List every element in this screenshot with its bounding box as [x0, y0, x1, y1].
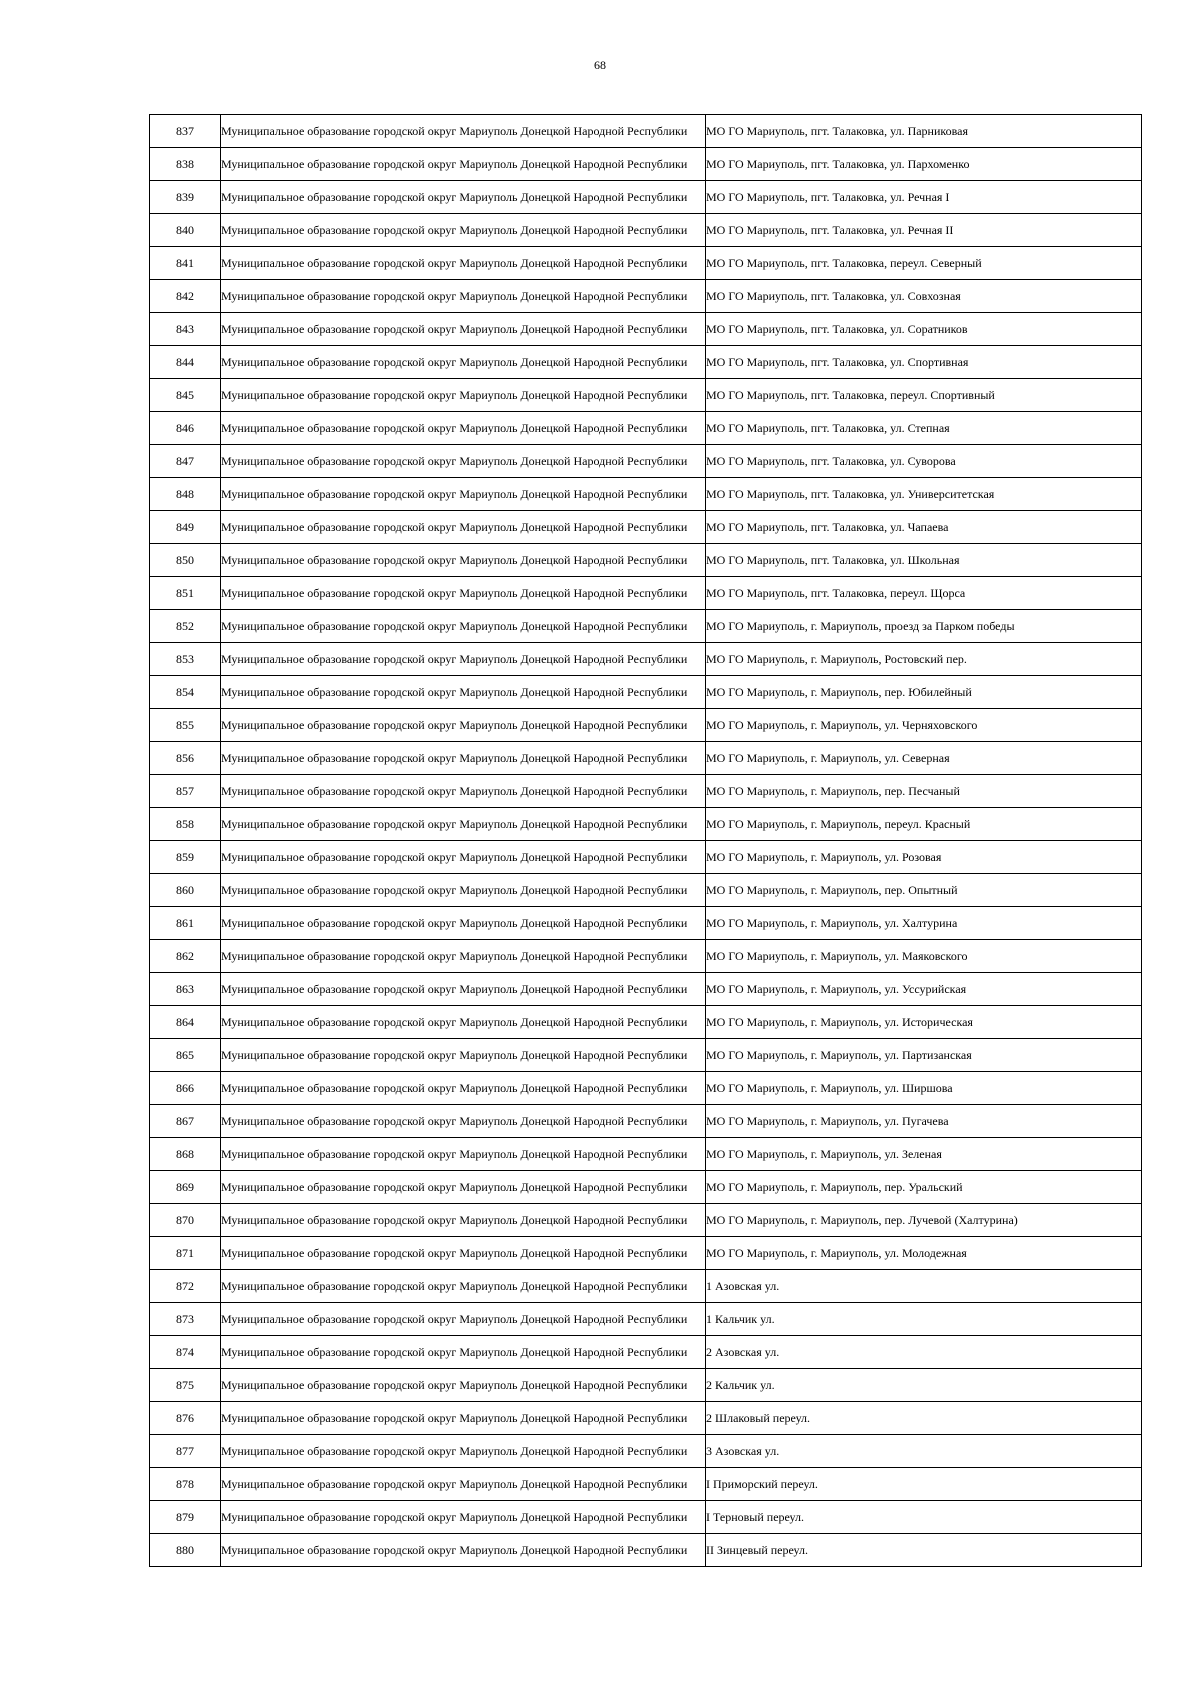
- owner-cell: Муниципальное образование городской округ Мариуполь Донецкой Народной Республики: [221, 1072, 706, 1105]
- object-address-cell: МО ГО Мариуполь, пгт. Талаковка, ул. Пархоменко: [706, 148, 1142, 181]
- owner-cell: Муниципальное образование городской округ Мариуполь Донецкой Народной Республики: [221, 1006, 706, 1039]
- row-number-cell: 876: [150, 1402, 221, 1435]
- owner-cell: Муниципальное образование городской округ Мариуполь Донецкой Народной Республики: [221, 115, 706, 148]
- row-number-cell: 857: [150, 775, 221, 808]
- row-number-cell: 852: [150, 610, 221, 643]
- row-number-cell: 842: [150, 280, 221, 313]
- object-address-cell: 1 Кальчик ул.: [706, 1303, 1142, 1336]
- object-address-cell: МО ГО Мариуполь, г. Мариуполь, ул. Халтурина: [706, 907, 1142, 940]
- row-number-cell: 840: [150, 214, 221, 247]
- owner-cell: Муниципальное образование городской округ Мариуполь Донецкой Народной Республики: [221, 445, 706, 478]
- object-address-cell: МО ГО Мариуполь, г. Мариуполь, пер. Юбилейный: [706, 676, 1142, 709]
- owner-cell: Муниципальное образование городской округ Мариуполь Донецкой Народной Республики: [221, 412, 706, 445]
- table-row: [150, 1105, 1142, 1138]
- owner-cell: Муниципальное образование городской округ Мариуполь Донецкой Народной Республики: [221, 1303, 706, 1336]
- object-address-cell: II Зинцевый переул.: [706, 1534, 1142, 1567]
- object-address-cell: МО ГО Мариуполь, пгт. Талаковка, переул. Щорса: [706, 577, 1142, 610]
- object-address-cell: МО ГО Мариуполь, г. Мариуполь, проезд за Парком победы: [706, 610, 1142, 643]
- owner-cell: Муниципальное образование городской округ Мариуполь Донецкой Народной Республики: [221, 1138, 706, 1171]
- object-address-cell: МО ГО Мариуполь, г. Мариуполь, ул. Розовая: [706, 841, 1142, 874]
- owner-cell: Муниципальное образование городской округ Мариуполь Донецкой Народной Республики: [221, 148, 706, 181]
- row-number-cell: 855: [150, 709, 221, 742]
- owner-cell: Муниципальное образование городской округ Мариуполь Донецкой Народной Республики: [221, 610, 706, 643]
- table-row: [150, 940, 1142, 973]
- row-number-cell: 863: [150, 973, 221, 1006]
- object-address-cell: МО ГО Мариуполь, г. Мариуполь, переул. Красный: [706, 808, 1142, 841]
- object-address-cell: МО ГО Мариуполь, пгт. Талаковка, ул. Парниковая: [706, 115, 1142, 148]
- row-number-cell: 870: [150, 1204, 221, 1237]
- row-number-cell: 869: [150, 1171, 221, 1204]
- object-address-cell: 2 Азовская ул.: [706, 1336, 1142, 1369]
- table-row: [150, 1138, 1142, 1171]
- row-number-cell: 867: [150, 1105, 221, 1138]
- object-address-cell: МО ГО Мариуполь, г. Мариуполь, ул. Зеленая: [706, 1138, 1142, 1171]
- object-address-cell: МО ГО Мариуполь, пгт. Талаковка, ул. Чапаева: [706, 511, 1142, 544]
- row-number-cell: 856: [150, 742, 221, 775]
- row-number-cell: 872: [150, 1270, 221, 1303]
- table-row: [150, 313, 1142, 346]
- row-number-cell: 854: [150, 676, 221, 709]
- table-row: [150, 511, 1142, 544]
- table-row: [150, 1435, 1142, 1468]
- owner-cell: Муниципальное образование городской округ Мариуполь Донецкой Народной Республики: [221, 940, 706, 973]
- row-number-cell: 846: [150, 412, 221, 445]
- row-number-cell: 871: [150, 1237, 221, 1270]
- row-number-cell: 850: [150, 544, 221, 577]
- table-row: [150, 808, 1142, 841]
- table-row: [150, 346, 1142, 379]
- owner-cell: Муниципальное образование городской округ Мариуполь Донецкой Народной Республики: [221, 1501, 706, 1534]
- table-row: [150, 577, 1142, 610]
- object-address-cell: МО ГО Мариуполь, г. Мариуполь, Ростовский пер.: [706, 643, 1142, 676]
- row-number-cell: 865: [150, 1039, 221, 1072]
- table-row: [150, 775, 1142, 808]
- object-address-cell: МО ГО Мариуполь, г. Мариуполь, ул. Черняховского: [706, 709, 1142, 742]
- object-address-cell: МО ГО Мариуполь, пгт. Талаковка, ул. Университетская: [706, 478, 1142, 511]
- owner-cell: Муниципальное образование городской округ Мариуполь Донецкой Народной Республики: [221, 808, 706, 841]
- row-number-cell: 841: [150, 247, 221, 280]
- table-row: [150, 148, 1142, 181]
- owner-cell: Муниципальное образование городской округ Мариуполь Донецкой Народной Республики: [221, 742, 706, 775]
- owner-cell: Муниципальное образование городской округ Мариуполь Донецкой Народной Республики: [221, 544, 706, 577]
- object-address-cell: I Приморский переул.: [706, 1468, 1142, 1501]
- table-row: [150, 610, 1142, 643]
- table-row: [150, 181, 1142, 214]
- object-address-cell: МО ГО Мариуполь, пгт. Талаковка, переул. Северный: [706, 247, 1142, 280]
- row-number-cell: 844: [150, 346, 221, 379]
- table-row: [150, 247, 1142, 280]
- row-number-cell: 851: [150, 577, 221, 610]
- table-row: [150, 643, 1142, 676]
- object-address-cell: МО ГО Мариуполь, пгт. Талаковка, ул. Совхозная: [706, 280, 1142, 313]
- owner-cell: Муниципальное образование городской округ Мариуполь Донецкой Народной Республики: [221, 643, 706, 676]
- table-row: [150, 1534, 1142, 1567]
- owner-cell: Муниципальное образование городской округ Мариуполь Донецкой Народной Республики: [221, 1237, 706, 1270]
- table-row: [150, 478, 1142, 511]
- row-number-cell: 837: [150, 115, 221, 148]
- object-address-cell: МО ГО Мариуполь, пгт. Талаковка, ул. Спортивная: [706, 346, 1142, 379]
- owner-cell: Муниципальное образование городской округ Мариуполь Донецкой Народной Республики: [221, 478, 706, 511]
- owner-cell: Муниципальное образование городской округ Мариуполь Донецкой Народной Республики: [221, 1270, 706, 1303]
- owner-cell: Муниципальное образование городской округ Мариуполь Донецкой Народной Республики: [221, 1336, 706, 1369]
- object-address-cell: МО ГО Мариуполь, пгт. Талаковка, ул. Степная: [706, 412, 1142, 445]
- row-number-cell: 873: [150, 1303, 221, 1336]
- owner-cell: Муниципальное образование городской округ Мариуполь Донецкой Народной Республики: [221, 247, 706, 280]
- row-number-cell: 847: [150, 445, 221, 478]
- table-row: [150, 1369, 1142, 1402]
- registry-table: [149, 114, 1142, 1567]
- row-number-cell: 877: [150, 1435, 221, 1468]
- object-address-cell: МО ГО Мариуполь, г. Мариуполь, пер. Песчаный: [706, 775, 1142, 808]
- object-address-cell: МО ГО Мариуполь, г. Мариуполь, ул. Ширшова: [706, 1072, 1142, 1105]
- owner-cell: Муниципальное образование городской округ Мариуполь Донецкой Народной Республики: [221, 676, 706, 709]
- registry-table-body: [150, 115, 1142, 1567]
- row-number-cell: 861: [150, 907, 221, 940]
- table-row: [150, 379, 1142, 412]
- row-number-cell: 875: [150, 1369, 221, 1402]
- page-number: 68: [594, 58, 606, 72]
- owner-cell: Муниципальное образование городской округ Мариуполь Донецкой Народной Республики: [221, 1039, 706, 1072]
- table-row: [150, 742, 1142, 775]
- row-number-cell: 878: [150, 1468, 221, 1501]
- row-number-cell: 853: [150, 643, 221, 676]
- owner-cell: Муниципальное образование городской округ Мариуполь Донецкой Народной Республики: [221, 181, 706, 214]
- table-row: [150, 1402, 1142, 1435]
- table-row: [150, 214, 1142, 247]
- owner-cell: Муниципальное образование городской округ Мариуполь Донецкой Народной Республики: [221, 1468, 706, 1501]
- row-number-cell: 880: [150, 1534, 221, 1567]
- owner-cell: Муниципальное образование городской округ Мариуполь Донецкой Народной Республики: [221, 511, 706, 544]
- owner-cell: Муниципальное образование городской округ Мариуполь Донецкой Народной Республики: [221, 280, 706, 313]
- owner-cell: Муниципальное образование городской округ Мариуполь Донецкой Народной Республики: [221, 973, 706, 1006]
- row-number-cell: 864: [150, 1006, 221, 1039]
- row-number-cell: 845: [150, 379, 221, 412]
- owner-cell: Муниципальное образование городской округ Мариуполь Донецкой Народной Республики: [221, 874, 706, 907]
- table-row: [150, 973, 1142, 1006]
- row-number-cell: 859: [150, 841, 221, 874]
- owner-cell: Муниципальное образование городской округ Мариуполь Донецкой Народной Республики: [221, 214, 706, 247]
- owner-cell: Муниципальное образование городской округ Мариуполь Донецкой Народной Республики: [221, 775, 706, 808]
- object-address-cell: 3 Азовская ул.: [706, 1435, 1142, 1468]
- object-address-cell: 1 Азовская ул.: [706, 1270, 1142, 1303]
- row-number-cell: 879: [150, 1501, 221, 1534]
- owner-cell: Муниципальное образование городской округ Мариуполь Донецкой Народной Республики: [221, 1105, 706, 1138]
- row-number-cell: 848: [150, 478, 221, 511]
- row-number-cell: 843: [150, 313, 221, 346]
- object-address-cell: МО ГО Мариуполь, г. Мариуполь, пер. Опытный: [706, 874, 1142, 907]
- owner-cell: Муниципальное образование городской округ Мариуполь Донецкой Народной Республики: [221, 709, 706, 742]
- object-address-cell: I Терновый переул.: [706, 1501, 1142, 1534]
- object-address-cell: МО ГО Мариуполь, пгт. Талаковка, ул. Суворова: [706, 445, 1142, 478]
- row-number-cell: 866: [150, 1072, 221, 1105]
- table-row: [150, 544, 1142, 577]
- owner-cell: Муниципальное образование городской округ Мариуполь Донецкой Народной Республики: [221, 1402, 706, 1435]
- table-row: [150, 1171, 1142, 1204]
- object-address-cell: МО ГО Мариуполь, г. Мариуполь, ул. Пугачева: [706, 1105, 1142, 1138]
- row-number-cell: 858: [150, 808, 221, 841]
- object-address-cell: МО ГО Мариуполь, г. Мариуполь, ул. Уссурийская: [706, 973, 1142, 1006]
- object-address-cell: МО ГО Мариуполь, пгт. Талаковка, ул. Речная I: [706, 181, 1142, 214]
- object-address-cell: 2 Кальчик ул.: [706, 1369, 1142, 1402]
- table-row: [150, 1039, 1142, 1072]
- row-number-cell: 868: [150, 1138, 221, 1171]
- table-row: [150, 1468, 1142, 1501]
- object-address-cell: МО ГО Мариуполь, пгт. Талаковка, переул. Спортивный: [706, 379, 1142, 412]
- table-row: [150, 280, 1142, 313]
- owner-cell: Муниципальное образование городской округ Мариуполь Донецкой Народной Республики: [221, 313, 706, 346]
- object-address-cell: МО ГО Мариуполь, г. Мариуполь, ул. Историческая: [706, 1006, 1142, 1039]
- row-number-cell: 862: [150, 940, 221, 973]
- table-row: [150, 1501, 1142, 1534]
- object-address-cell: МО ГО Мариуполь, г. Мариуполь, ул. Маяковского: [706, 940, 1142, 973]
- table-row: [150, 445, 1142, 478]
- owner-cell: Муниципальное образование городской округ Мариуполь Донецкой Народной Республики: [221, 1171, 706, 1204]
- table-row: [150, 115, 1142, 148]
- owner-cell: Муниципальное образование городской округ Мариуполь Донецкой Народной Республики: [221, 346, 706, 379]
- object-address-cell: МО ГО Мариуполь, г. Мариуполь, ул. Партизанская: [706, 1039, 1142, 1072]
- row-number-cell: 849: [150, 511, 221, 544]
- owner-cell: Муниципальное образование городской округ Мариуполь Донецкой Народной Республики: [221, 1435, 706, 1468]
- owner-cell: Муниципальное образование городской округ Мариуполь Донецкой Народной Республики: [221, 1534, 706, 1567]
- owner-cell: Муниципальное образование городской округ Мариуполь Донецкой Народной Республики: [221, 379, 706, 412]
- row-number-cell: 839: [150, 181, 221, 214]
- table-row: [150, 1270, 1142, 1303]
- object-address-cell: МО ГО Мариуполь, г. Мариуполь, ул. Северная: [706, 742, 1142, 775]
- table-row: [150, 676, 1142, 709]
- table-row: [150, 1237, 1142, 1270]
- row-number-cell: 874: [150, 1336, 221, 1369]
- row-number-cell: 860: [150, 874, 221, 907]
- table-row: [150, 874, 1142, 907]
- table-row: [150, 841, 1142, 874]
- table-row: [150, 412, 1142, 445]
- table-row: [150, 1336, 1142, 1369]
- owner-cell: Муниципальное образование городской округ Мариуполь Донецкой Народной Республики: [221, 1204, 706, 1237]
- owner-cell: Муниципальное образование городской округ Мариуполь Донецкой Народной Республики: [221, 907, 706, 940]
- owner-cell: Муниципальное образование городской округ Мариуполь Донецкой Народной Республики: [221, 577, 706, 610]
- row-number-cell: 838: [150, 148, 221, 181]
- table-row: [150, 907, 1142, 940]
- owner-cell: Муниципальное образование городской округ Мариуполь Донецкой Народной Республики: [221, 841, 706, 874]
- table-row: [150, 1006, 1142, 1039]
- object-address-cell: МО ГО Мариуполь, пгт. Талаковка, ул. Школьная: [706, 544, 1142, 577]
- table-row: [150, 709, 1142, 742]
- object-address-cell: 2 Шлаковый переул.: [706, 1402, 1142, 1435]
- object-address-cell: МО ГО Мариуполь, пгт. Талаковка, ул. Соратников: [706, 313, 1142, 346]
- table-row: [150, 1303, 1142, 1336]
- table-row: [150, 1204, 1142, 1237]
- object-address-cell: МО ГО Мариуполь, пгт. Талаковка, ул. Речная II: [706, 214, 1142, 247]
- object-address-cell: МО ГО Мариуполь, г. Мариуполь, пер. Лучевой (Халтурина): [706, 1204, 1142, 1237]
- table-row: [150, 1072, 1142, 1105]
- owner-cell: Муниципальное образование городской округ Мариуполь Донецкой Народной Республики: [221, 1369, 706, 1402]
- object-address-cell: МО ГО Мариуполь, г. Мариуполь, ул. Молодежная: [706, 1237, 1142, 1270]
- object-address-cell: МО ГО Мариуполь, г. Мариуполь, пер. Уральский: [706, 1171, 1142, 1204]
